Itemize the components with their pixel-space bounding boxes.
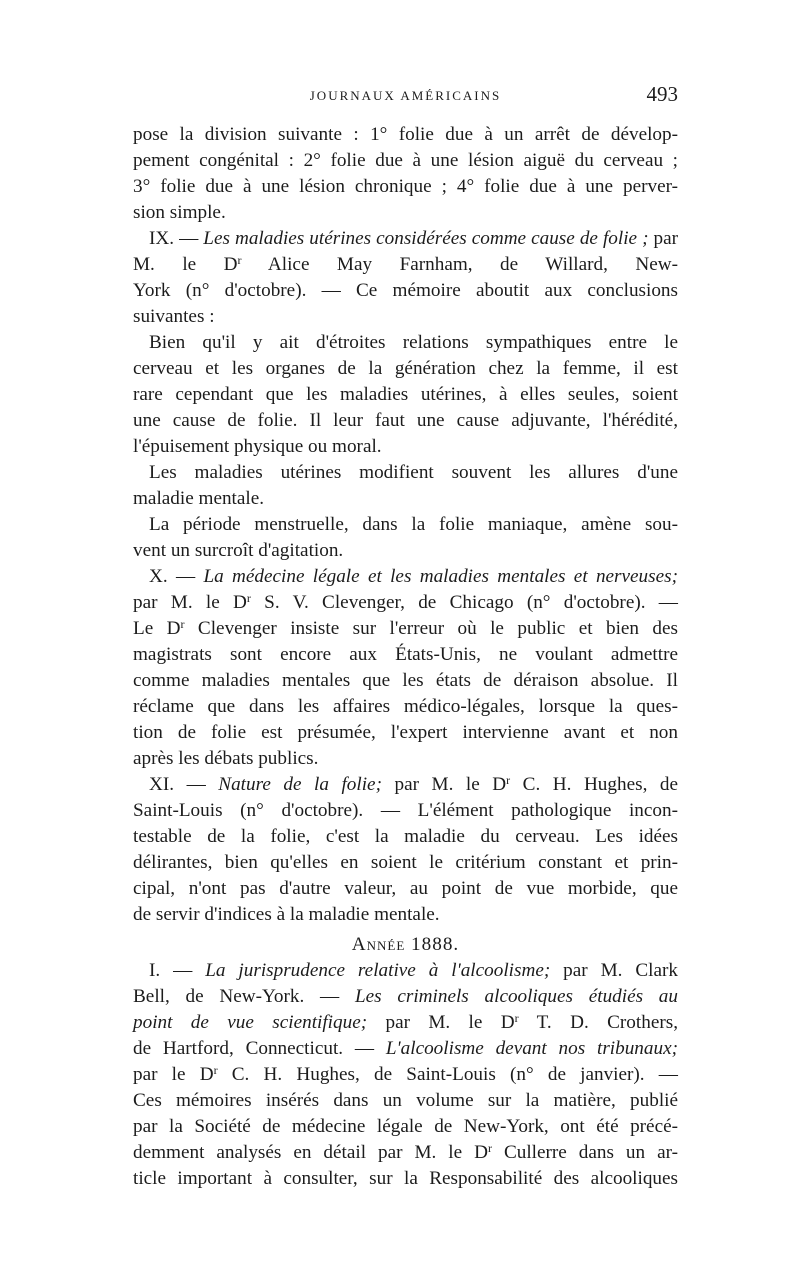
superscript: r [237,253,242,267]
text-span: par M. Clark [550,960,678,981]
text-span: C. H. Hughes, de Saint-Louis (n° de janvier). — [217,1064,678,1085]
text-line: pose la division suivante : 1° folie due à un arrêt de dévelop- [133,124,678,145]
text-line: délirantes, bien qu'elles en soient le critérium constant et prin- [133,852,678,873]
article-title: Nature de la folie; [218,774,382,795]
text-span: S. V. Clevenger, de Chicago (n° d'octobre). — [250,592,678,613]
section-number: X. — [149,566,204,587]
text-span: T. D. Crothers, [518,1012,678,1033]
text-line: testable de la folie, c'est la maladie du cerveau. Les idées [133,826,678,847]
text-line: pement congénital : 2° folie due à une lésion aiguë du cerveau ; [133,150,678,171]
superscript: r [506,773,511,787]
text-line [133,1140,678,1166]
text-span: par le D [133,1064,214,1085]
article-title: La médecine légale et les maladies mentales et nerveuses; [203,566,678,587]
text-span: Cullerre dans un ar- [491,1142,678,1163]
text-line [133,772,678,798]
superscript: r [180,617,185,631]
text-line: York (n° d'octobre). — Ce mémoire aboutit aux conclusions [133,280,678,301]
page-number: 493 [646,82,678,106]
text-span: demment analysés en détail par M. le D [133,1142,488,1163]
text-line: maladie mentale. [133,488,265,509]
text-span: Alice May Farnham, de Willard, New- [241,254,678,275]
paragraph-4 [133,460,678,512]
text-span: Bell, de New-York. — [133,986,355,1007]
text-line [133,984,678,1010]
text-span: par M. le D [381,774,507,795]
text-line: Ces mémoires insérés dans un volume sur la matière, publié [133,1090,678,1111]
text-line: après les débats publics. [133,748,319,769]
text-line: Saint-Louis (n° d'octobre). — L'élément pathologique incon- [133,800,678,821]
superscript: r [246,591,251,605]
text-line: réclame que dans les affaires médico-légales, lorsque la ques- [133,696,678,717]
text-line: cipal, n'ont pas d'autre valeur, au point de vue morbide, que [133,878,678,899]
text-span: par M. le D [367,1012,515,1033]
text-span: Clevenger insiste sur l'erreur où le public et bien des [184,618,679,639]
text-line: Bien qu'il y ait d'étroites relations sympathiques entre le [149,332,678,353]
text-span: Le D [133,618,181,639]
article-title: Les criminels alcooliques étudiés au [354,986,678,1007]
text-span: par M. le D [133,592,247,613]
text-line: tion de folie est présumée, l'expert intervienne avant et non [133,722,678,743]
paragraph-5 [133,512,678,564]
text-line: La période menstruelle, dans la folie maniaque, amène sou- [149,514,678,535]
text-line: cerveau et les organes de la génération chez la femme, il est [133,358,678,379]
paragraph-ix [133,226,678,330]
text-span: de Hartford, Connecticut. — [133,1038,386,1059]
paragraph-xi [133,772,678,928]
section-number: IX. — [149,228,204,249]
text-line: une cause de folie. Il leur faut une cause adjuvante, l'hérédité, [133,410,678,431]
text-line [133,1036,678,1062]
running-title: JOURNAUX AMÉRICAINS [309,88,502,103]
text-line: Les maladies utérines modifient souvent les allures d'une [149,462,678,483]
text-line: magistrats sont encore aux États-Unis, ne voulant admettre [133,644,678,665]
paragraph-i-1888 [133,958,678,1192]
text-line [133,958,678,984]
text-line: vent un surcroît d'agitation. [133,540,344,561]
text-line: sion simple. [133,202,226,223]
text-line: l'épuisement physique ou moral. [133,436,382,457]
year-heading: Année 1888. [351,934,460,955]
paragraph-1 [133,122,678,226]
text-line: ticle important à consulter, sur la Responsabilité des alcooliques [133,1168,678,1189]
superscript: r [213,1063,218,1077]
text-line [133,564,678,590]
section-number: I. — [149,960,206,981]
text-line: de servir d'indices à la maladie mentale. [133,904,440,925]
superscript: r [487,1141,492,1155]
text-line [133,226,678,278]
superscript: r [514,1011,519,1025]
text-line: par la Société de médecine légale de New-York, ont été précé- [133,1116,678,1137]
paragraph-x [133,564,678,772]
article-title: Les maladies utérines considérées comme cause de folie ; [203,228,649,249]
running-header [133,78,678,122]
text-line [133,616,678,642]
text-line: rare cependant que les maladies utérines, à elles seules, soient [133,384,678,405]
article-title: L'alcoolisme devant nos tribunaux; [385,1038,678,1059]
book-page [133,78,678,1192]
text-line: suivantes : [133,306,215,327]
article-title: La jurisprudence relative à l'alcoolisme; [205,960,551,981]
paragraph-3 [133,330,678,460]
text-span: C. H. Hughes, de [510,774,678,795]
text-line [133,590,678,616]
text-line: 3° folie due à une lésion chronique ; 4° folie due à une perver- [133,176,678,197]
body-text [133,122,678,1192]
text-line [133,1010,678,1036]
text-line [133,1062,678,1088]
section-number: XI. — [149,774,219,795]
text-line: comme maladies mentales que les états de déraison absolue. Il [133,670,678,691]
text-span: par M. le D [133,228,679,275]
article-title: point de vue scientifique; [133,1012,368,1033]
